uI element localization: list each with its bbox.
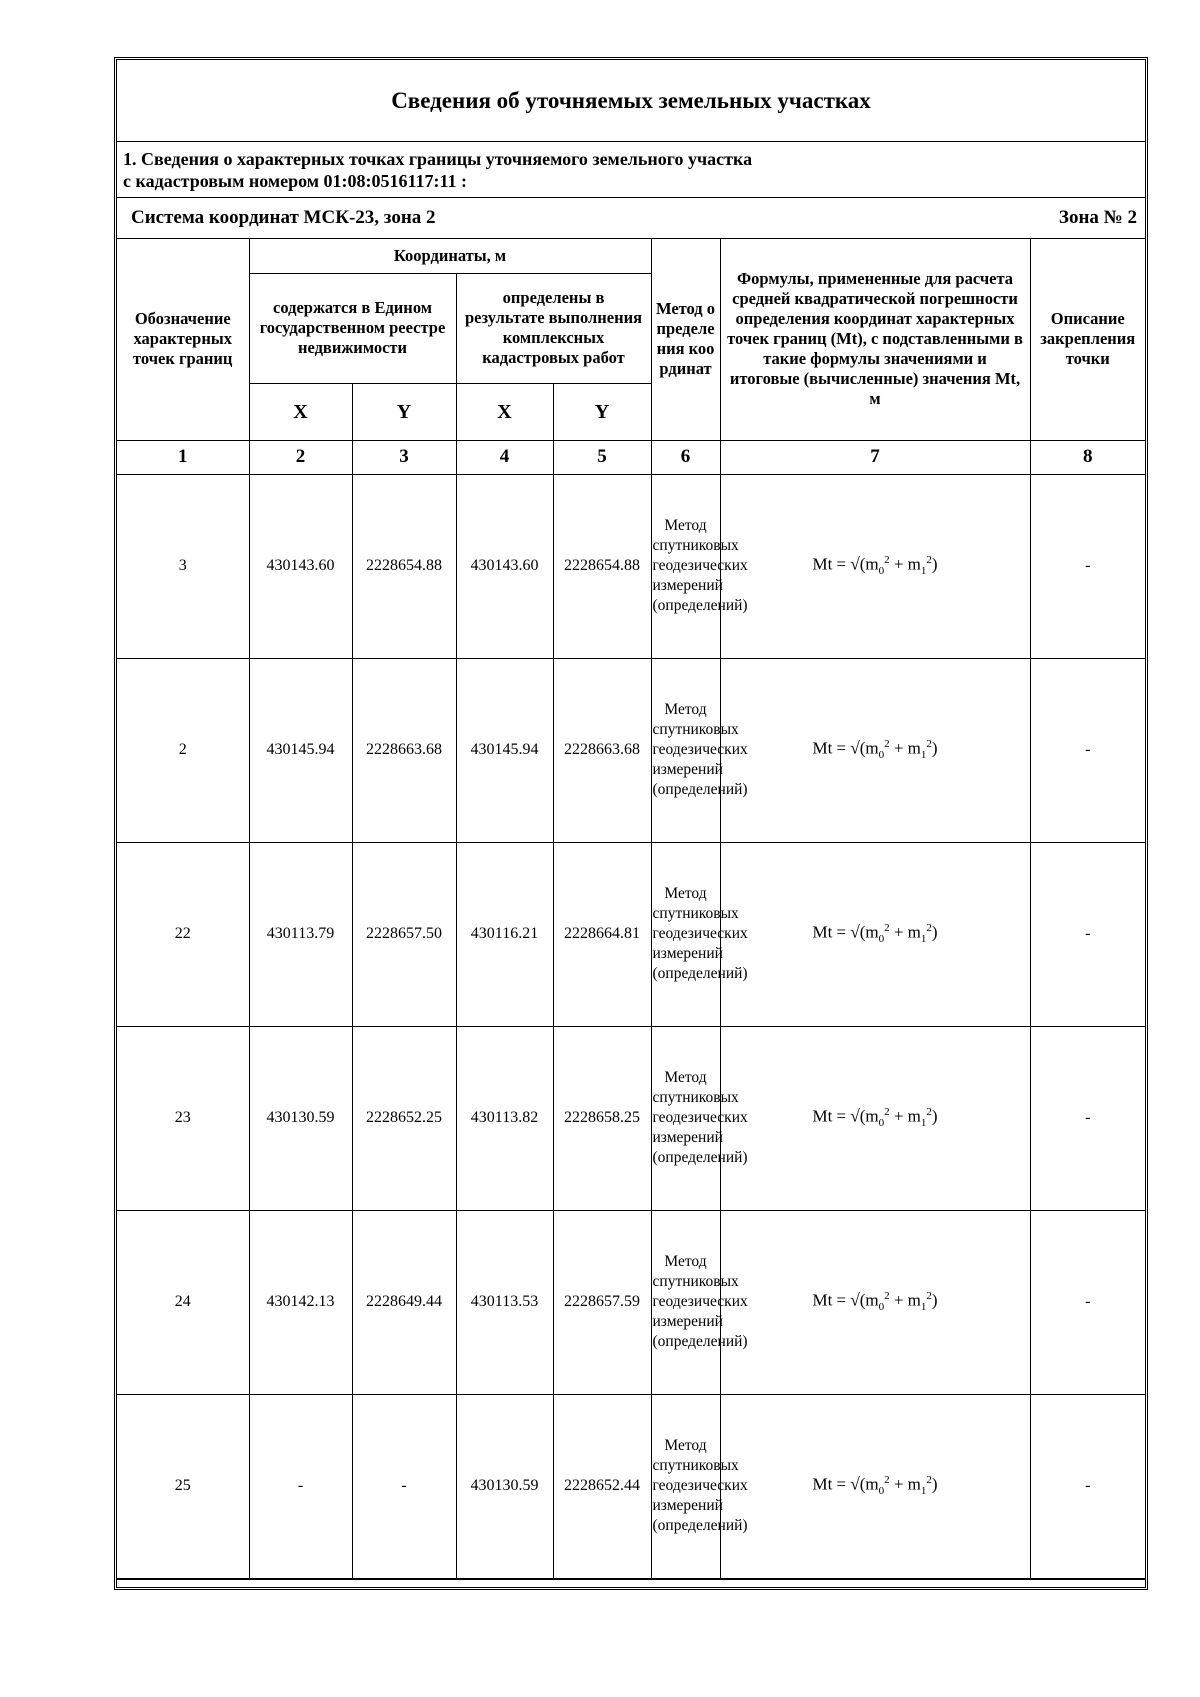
x-result-value: 430143.60 (456, 474, 553, 658)
y-egrn-value: 2228649.44 (352, 1210, 456, 1394)
point-label: 22 (117, 842, 249, 1026)
description-value: - (1030, 658, 1145, 842)
document-frame (114, 57, 1148, 1590)
method-cell: Метод спутниковых геодезических измерений (определений) (651, 658, 720, 842)
description-value: - (1030, 1026, 1145, 1210)
table-row (117, 474, 1145, 658)
formula-cell: $Mt = √(m_0^2 + m_1^2)$ (720, 658, 1030, 842)
table-bottom-spacer (117, 1579, 1145, 1590)
coordinate-system: Система координат МСК-23, зона 2 (131, 207, 436, 228)
column-number: 1 (117, 440, 249, 474)
point-label: 25 (117, 1394, 249, 1578)
x-egrn-value: 430130.59 (249, 1026, 352, 1210)
method-cell: Метод спутниковых геодезических измерений (определений) (651, 474, 720, 658)
header-x-egrn: X (249, 383, 352, 440)
section-line-1: 1. Сведения о характерных точках границы уточняемого земельного участка (123, 149, 753, 169)
points-table (117, 239, 1145, 1579)
y-result-value: 2228664.81 (553, 842, 651, 1026)
y-result-value: 2228652.44 (553, 1394, 651, 1578)
column-number: 2 (249, 440, 352, 474)
method-cell: Метод спутниковых геодезических измерений (определений) (651, 1394, 720, 1578)
y-result-value: 2228657.59 (553, 1210, 651, 1394)
x-result-value: 430113.82 (456, 1026, 553, 1210)
formula-cell: $Mt = √(m_0^2 + m_1^2)$ (720, 1394, 1030, 1578)
table-row (117, 658, 1145, 842)
y-result-value: 2228654.88 (553, 474, 651, 658)
method-cell: Метод спутниковых геодезических измерений (определений) (651, 1026, 720, 1210)
header-egrn: содержатся в Едином государственном реестре недвижимости (249, 273, 456, 383)
header-result: определены в результате выполнения комплексных кадастровых работ (456, 273, 651, 383)
y-egrn-value: 2228654.88 (352, 474, 456, 658)
y-result-value: 2228663.68 (553, 658, 651, 842)
document-title: Сведения об уточняемых земельных участках (117, 60, 1145, 142)
zone-number: Зона № 2 (1058, 207, 1137, 228)
formula-cell: $Mt = √(m_0^2 + m_1^2)$ (720, 1026, 1030, 1210)
x-egrn-value: - (249, 1394, 352, 1578)
header-method: Метод определения координат (651, 239, 720, 440)
section-line-2: с кадастровым номером 01:08:0516117:11 : (123, 171, 468, 191)
header-description: Описание закрепления точки (1030, 239, 1145, 440)
column-number: 3 (352, 440, 456, 474)
method-cell: Метод спутниковых геодезических измерений (определений) (651, 842, 720, 1026)
header-y-egrn: Y (352, 383, 456, 440)
column-number: 5 (553, 440, 651, 474)
x-result-value: 430130.59 (456, 1394, 553, 1578)
point-label: 2 (117, 658, 249, 842)
y-egrn-value: - (352, 1394, 456, 1578)
formula-cell: $Mt = √(m_0^2 + m_1^2)$ (720, 1210, 1030, 1394)
header-y-result: Y (553, 383, 651, 440)
column-number: 8 (1030, 440, 1145, 474)
x-egrn-value: 430113.79 (249, 842, 352, 1026)
column-number: 7 (720, 440, 1030, 474)
column-numbers-row (117, 440, 1145, 474)
column-number: 4 (456, 440, 553, 474)
header-point: Обозначение характерных точек границ (117, 239, 249, 440)
table-row (117, 842, 1145, 1026)
formula-cell: $Mt = √(m_0^2 + m_1^2)$ (720, 842, 1030, 1026)
x-result-value: 430145.94 (456, 658, 553, 842)
x-result-value: 430113.53 (456, 1210, 553, 1394)
x-result-value: 430116.21 (456, 842, 553, 1026)
table-row (117, 1394, 1145, 1578)
table-row (117, 1210, 1145, 1394)
y-egrn-value: 2228663.68 (352, 658, 456, 842)
section-heading (117, 142, 1145, 198)
x-egrn-value: 430142.13 (249, 1210, 352, 1394)
y-egrn-value: 2228652.25 (352, 1026, 456, 1210)
point-label: 24 (117, 1210, 249, 1394)
description-value: - (1030, 474, 1145, 658)
description-value: - (1030, 1394, 1145, 1578)
coordinate-system-row (117, 198, 1145, 239)
method-cell: Метод спутниковых геодезических измерений (определений) (651, 1210, 720, 1394)
x-egrn-value: 430145.94 (249, 658, 352, 842)
y-result-value: 2228658.25 (553, 1026, 651, 1210)
header-coordinates: Координаты, м (249, 239, 651, 273)
description-value: - (1030, 1210, 1145, 1394)
y-egrn-value: 2228657.50 (352, 842, 456, 1026)
header-x-result: X (456, 383, 553, 440)
x-egrn-value: 430143.60 (249, 474, 352, 658)
point-label: 3 (117, 474, 249, 658)
column-number: 6 (651, 440, 720, 474)
header-formula: Формулы, примененные для расчета средней квадратической погрешности определения координат характерных точек границ (Mt), с подставленными в такие формулы значениями и итоговые (вычисленные) значения Mt, м (720, 239, 1030, 440)
point-label: 23 (117, 1026, 249, 1210)
formula-cell: $Mt = √(m_0^2 + m_1^2)$ (720, 474, 1030, 658)
table-row (117, 1026, 1145, 1210)
description-value: - (1030, 842, 1145, 1026)
